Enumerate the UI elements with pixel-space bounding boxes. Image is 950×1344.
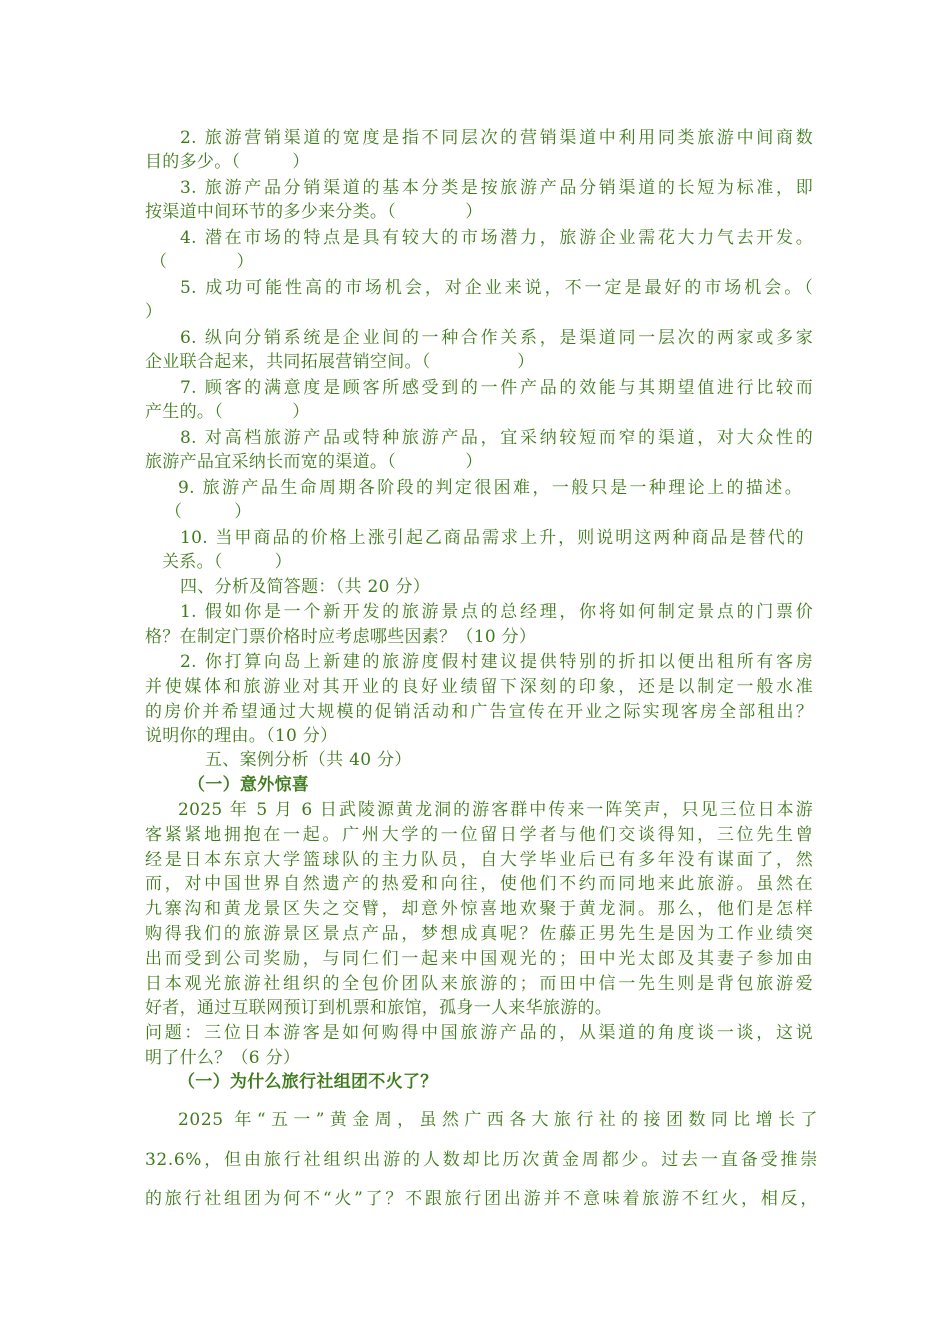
item-4-line-1: 4. 潜在市场的特点是具有较大的市场潜力，旅游企业需花大力气去开发。 — [180, 228, 813, 248]
item-6-line-2: 企业联合起来，共同拓展营销空间。（ ） — [145, 352, 535, 372]
case-1-line-9: 好者，通过互联网预订到机票和旅馆，孤身一人来华旅游的。 — [145, 998, 613, 1018]
item-5-line-1: 5. 成功可能性高的市场机会，对企业来说，不一定是最好的市场机会。（ — [180, 278, 813, 298]
item-7-line-1: 7. 顾客的满意度是顾客所感受到的一件产品的效能与其期望值进行比较而 — [180, 378, 813, 398]
item-8-line-2: 旅游产品宜采纳长而宽的渠道。（ ） — [145, 452, 483, 472]
case-1-line-8: 日本观光旅游社组织的全包价团队来旅游的；而田中信一先生则是背包旅游爱 — [145, 974, 813, 994]
q2-line-2: 并使媒体和旅游业对其开业的良好业绩留下深刻的印象，还是以制定一般水准 — [145, 677, 813, 697]
case-1-question-line-2: 明了什么？（6 分） — [145, 1048, 301, 1068]
item-9-line-1: 9. 旅游产品生命周期各阶段的判定很困难，一般只是一种理论上的描述。 — [178, 478, 802, 498]
case-1-line-6: 购得我们的旅游景区景点产品，梦想成真呢？佐藤正男先生是因为工作业绩突 — [145, 924, 813, 944]
item-2-line-1: 2. 旅游营销渠道的宽度是指不同层次的营销渠道中利用同类旅游中间商数 — [180, 128, 813, 148]
item-5-line-2: ） — [145, 302, 163, 322]
section-5-heading: 五、案例分析（共 40 分） — [205, 750, 412, 770]
case-1-line-1: 2025 年 5 月 6 日武陵源黄龙洞的游客群中传来一阵笑声，只见三位日本游 — [178, 800, 813, 820]
case-2-line-3: 的旅行社组团为何不“火”了？不跟旅行团出游并不意味着旅游不红火，相反， — [145, 1189, 818, 1209]
item-10-line-1: 10. 当甲商品的价格上涨引起乙商品需求上升，则说明这两种商品是替代的 — [180, 528, 804, 548]
q1-line-2: 格？在制定门票价格时应考虑哪些因素？（10 分） — [145, 627, 537, 647]
case-1-line-5: 九寨沟和黄龙景区失之交臂，却意外惊喜地欢聚于黄龙洞。那么，他们是怎样 — [145, 899, 813, 919]
q1-line-1: 1. 假如你是一个新开发的旅游景点的总经理，你将如何制定景点的门票价 — [180, 602, 813, 622]
case-1-line-3: 经是日本东京大学篮球队的主力队员，自大学毕业后已有多年没有谋面了，然 — [145, 850, 813, 870]
item-2-line-2: 目的多少。（ ） — [145, 152, 310, 172]
q2-line-4: 说明你的理由。（10 分） — [145, 726, 338, 746]
item-3-line-2: 按渠道中间环节的多少来分类。（ ） — [145, 202, 483, 222]
item-7-line-2: 产生的。（ ） — [145, 402, 310, 422]
case-1-question-line-1: 问题：三位日本游客是如何购得中国旅游产品的，从渠道的角度谈一谈，这说 — [145, 1023, 813, 1043]
case-2-line-1: 2025 年“五一”黄金周，虽然广西各大旅行社的接团数同比增长了 — [178, 1110, 818, 1130]
case-1-title: （一）意外惊喜 — [188, 775, 310, 795]
item-4-line-2: （ ） — [150, 252, 254, 272]
q2-line-1: 2. 你打算向岛上新建的旅游度假村建议提供特别的折扣以便出租所有客房 — [180, 652, 813, 672]
case-1-line-2: 客紧紧地拥抱在一起。广州大学的一位留日学者与他们交谈得知，三位先生曾 — [145, 825, 813, 845]
item-3-line-1: 3. 旅游产品分销渠道的基本分类是按旅游产品分销渠道的长短为标准，即 — [180, 178, 813, 198]
case-2-line-2: 32.6%，但由旅行社组织出游的人数却比历次黄金周都少。过去一直备受推崇 — [145, 1150, 818, 1170]
item-10-line-2: 关系。（ ） — [162, 552, 292, 572]
case-1-line-4: 而，对中国世界自然遗产的热爱和向往，使他们不约而同地来此旅游。虽然在 — [145, 874, 813, 894]
section-4-heading: 四、分析及简答题：（共 20 分） — [180, 577, 431, 597]
item-8-line-1: 8. 对高档旅游产品或特种旅游产品，宜采纳较短而窄的渠道，对大众性的 — [180, 428, 813, 448]
item-9-line-2: （ ） — [165, 502, 252, 522]
case-1-line-7: 出而受到公司奖励，与同仁们一起来中国观光的；田中光太郎及其妻子参加由 — [145, 949, 813, 969]
case-2-title: （一）为什么旅行社组团不火了？ — [178, 1072, 438, 1092]
item-6-line-1: 6. 纵向分销系统是企业间的一种合作关系，是渠道同一层次的两家或多家 — [180, 328, 813, 348]
q2-line-3: 的房价并希望通过大规模的促销活动和广告宣传在开业之际实现客房全部租出？ — [145, 702, 813, 722]
